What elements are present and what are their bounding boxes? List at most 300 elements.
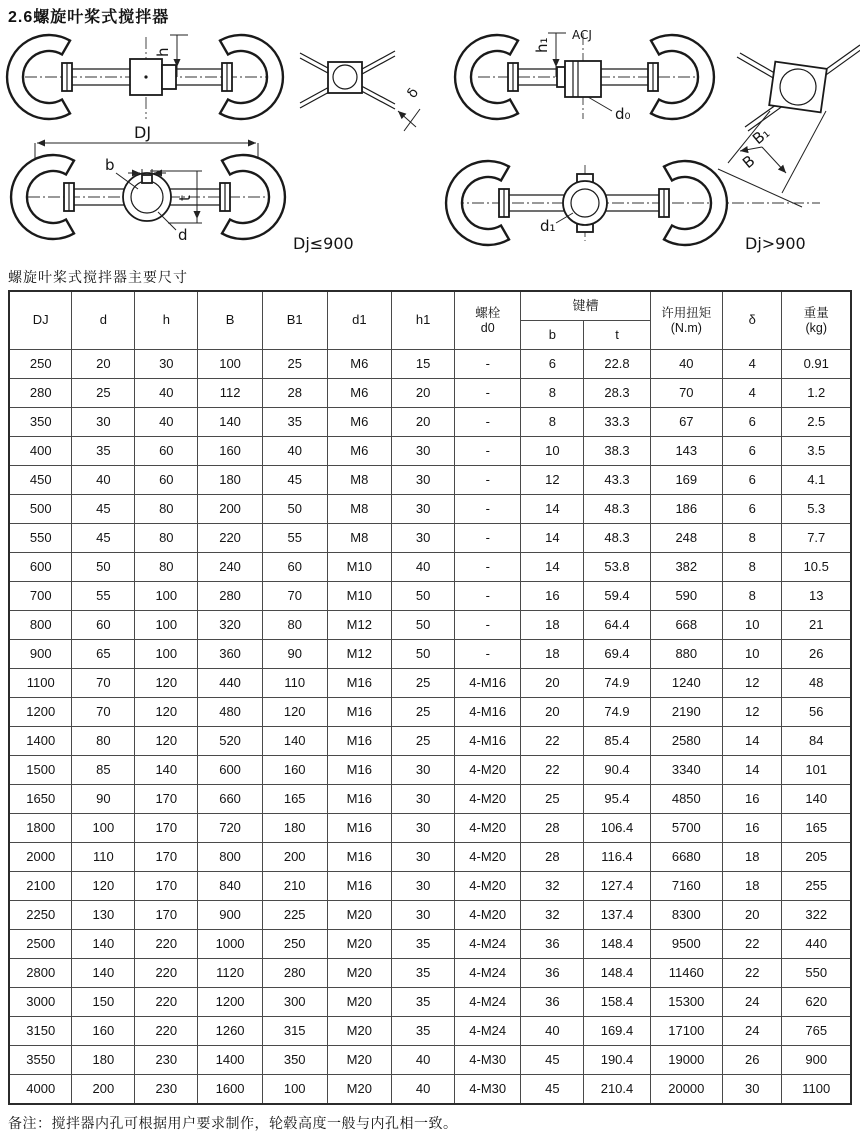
table-cell: 4.1 (782, 466, 851, 495)
table-cell: 101 (782, 756, 851, 785)
table-cell: - (455, 408, 521, 437)
table-cell: 440 (198, 669, 263, 698)
table-cell: 8 (722, 524, 782, 553)
table-cell: 100 (135, 582, 198, 611)
table-cell: 6 (722, 466, 782, 495)
table-cell: 900 (9, 640, 72, 669)
table-cell: 50 (72, 553, 135, 582)
table-cell: 8 (722, 582, 782, 611)
table-cell: 20 (521, 669, 584, 698)
table-cell: 45 (72, 495, 135, 524)
table-cell: 6 (722, 495, 782, 524)
table-cell: 30 (392, 466, 455, 495)
footnote: 备注：搅拌器内孔可根据用户要求制作，轮毂高度一般与内孔相一致。 (8, 1115, 458, 1131)
table-cell: 4 (722, 379, 782, 408)
table-cell: 280 (262, 959, 327, 988)
table-cell: 18 (722, 872, 782, 901)
table-row (9, 466, 851, 495)
table-cell: 230 (135, 1075, 198, 1105)
col-header-B: B (198, 291, 263, 350)
label-B1: B₁ (749, 123, 774, 149)
table-cell: M20 (327, 988, 392, 1017)
table-cell: 590 (650, 582, 722, 611)
table-cell: 20 (72, 350, 135, 379)
table-cell: 74.9 (584, 698, 650, 727)
table-row (9, 582, 851, 611)
col-header-h1: h1 (392, 291, 455, 350)
table-cell: 15300 (650, 988, 722, 1017)
table-cell: 36 (521, 988, 584, 1017)
table-cell: 30 (392, 756, 455, 785)
table-cell: 35 (72, 437, 135, 466)
table-cell: 25 (262, 350, 327, 379)
table-cell: 25 (392, 727, 455, 756)
table-cell: 95.4 (584, 785, 650, 814)
col-header-B1: B1 (262, 291, 327, 350)
table-cell: 65 (72, 640, 135, 669)
table-cell: 148.4 (584, 959, 650, 988)
table-cell: 116.4 (584, 843, 650, 872)
table-cell: M10 (327, 553, 392, 582)
table-row (9, 350, 851, 379)
table-cell: 30 (135, 350, 198, 379)
table-row (9, 872, 851, 901)
page-title: 2.6螺旋叶桨式搅拌器 (8, 9, 170, 26)
table-cell: 20000 (650, 1075, 722, 1105)
table-cell: 169 (650, 466, 722, 495)
table-cell: 500 (9, 495, 72, 524)
table-cell: 12 (521, 466, 584, 495)
table-cell: 30 (392, 785, 455, 814)
table-cell: 250 (262, 930, 327, 959)
table-cell: 2500 (9, 930, 72, 959)
table-cell: 38.3 (584, 437, 650, 466)
table-cell: 8 (722, 553, 782, 582)
table-cell: 4-M20 (455, 901, 521, 930)
table-cell: 14 (521, 495, 584, 524)
table-cell: M8 (327, 524, 392, 553)
table-cell: 8300 (650, 901, 722, 930)
table-cell: 160 (198, 437, 263, 466)
table-cell: 600 (198, 756, 263, 785)
table-cell: 600 (9, 553, 72, 582)
table-cell: M16 (327, 843, 392, 872)
table-cell: 90 (72, 785, 135, 814)
table-cell: 50 (392, 582, 455, 611)
table-cell: - (455, 350, 521, 379)
col-header-torque (650, 291, 722, 350)
table-cell: 55 (262, 524, 327, 553)
table-row (9, 437, 851, 466)
table-cell: 9500 (650, 930, 722, 959)
table-cell: 120 (262, 698, 327, 727)
technical-drawings (0, 27, 860, 265)
table-cell: - (455, 495, 521, 524)
table-cell: 45 (521, 1046, 584, 1075)
col-header-keyway: 键槽 (521, 291, 650, 321)
table-cell: M20 (327, 1075, 392, 1105)
table-cell: 1200 (9, 698, 72, 727)
cross-blade-view-drawing (300, 51, 422, 131)
table-cell: 255 (782, 872, 851, 901)
table-row (9, 698, 851, 727)
table-cell: 48.3 (584, 495, 650, 524)
table-cell: 220 (135, 1017, 198, 1046)
table-cell: M20 (327, 901, 392, 930)
table-cell: 25 (392, 669, 455, 698)
label-d0: d₀ (615, 105, 631, 123)
table-cell: 26 (722, 1046, 782, 1075)
table-cell: 170 (135, 901, 198, 930)
table-cell: 90 (262, 640, 327, 669)
table-cell: 668 (650, 611, 722, 640)
table-cell: 67 (650, 408, 722, 437)
table-cell: 120 (135, 669, 198, 698)
table-cell: M12 (327, 611, 392, 640)
col-header-delta: δ (722, 291, 782, 350)
table-cell: 24 (722, 1017, 782, 1046)
table-cell: 4000 (9, 1075, 72, 1105)
table-cell: 30 (392, 901, 455, 930)
table-cell: 148.4 (584, 930, 650, 959)
table-cell: 85 (72, 756, 135, 785)
table-cell: 8 (521, 379, 584, 408)
table-cell: M8 (327, 466, 392, 495)
table-cell: 14 (521, 524, 584, 553)
table-row (9, 379, 851, 408)
table-cell: 1100 (782, 1075, 851, 1105)
table-cell: 10 (722, 640, 782, 669)
table-cell: 40 (262, 437, 327, 466)
label-DJ: DJ (134, 123, 152, 142)
table-cell: 2000 (9, 843, 72, 872)
table-cell: 2100 (9, 872, 72, 901)
table-cell: 40 (392, 1046, 455, 1075)
table-cell: M10 (327, 582, 392, 611)
table-cell: 32 (521, 872, 584, 901)
table-cell: 12 (722, 698, 782, 727)
table-cell: 210 (262, 872, 327, 901)
table-cell: 550 (9, 524, 72, 553)
table-cell: 18 (521, 611, 584, 640)
table-caption: 螺旋叶桨式搅拌器主要尺寸 (8, 269, 188, 285)
table-cell: 4-M24 (455, 1017, 521, 1046)
table-cell: 1400 (198, 1046, 263, 1075)
table-cell: 6 (722, 408, 782, 437)
col-header-h: h (135, 291, 198, 350)
table-cell: 30 (72, 408, 135, 437)
table-cell: 120 (72, 872, 135, 901)
table-cell: 18 (521, 640, 584, 669)
table-cell: 22 (722, 959, 782, 988)
table-cell: 59.4 (584, 582, 650, 611)
table-cell: 22.8 (584, 350, 650, 379)
rotated-hub-view-drawing (718, 45, 860, 207)
table-cell: 900 (198, 901, 263, 930)
table-cell: 24 (722, 988, 782, 1017)
table-cell: M8 (327, 495, 392, 524)
front-view-small-drawing (11, 123, 354, 253)
table-cell: 280 (9, 379, 72, 408)
table-cell: 40 (135, 379, 198, 408)
table-row (9, 959, 851, 988)
col-header-torque-line2: (N.m) (670, 320, 702, 335)
table-cell: 170 (135, 843, 198, 872)
table-cell: 160 (262, 756, 327, 785)
table-cell: 4850 (650, 785, 722, 814)
table-cell: 48.3 (584, 524, 650, 553)
table-cell: 280 (198, 582, 263, 611)
table-cell: 150 (72, 988, 135, 1017)
table-row (9, 727, 851, 756)
table-cell: M20 (327, 959, 392, 988)
table-cell: 25 (392, 698, 455, 727)
table-cell: 40 (72, 466, 135, 495)
table-cell: - (455, 466, 521, 495)
table-cell: M16 (327, 785, 392, 814)
table-cell: 6 (521, 350, 584, 379)
table-cell: 4-M30 (455, 1075, 521, 1105)
table-cell: 70 (650, 379, 722, 408)
caption-dj-small: Dj≤900 (293, 234, 354, 253)
table-cell: 143 (650, 437, 722, 466)
table-cell: 20 (392, 379, 455, 408)
table-cell: 130 (72, 901, 135, 930)
label-acj: ACJ (572, 28, 592, 42)
table-cell: 120 (135, 698, 198, 727)
table-cell: 53.8 (584, 553, 650, 582)
table-cell: 15 (392, 350, 455, 379)
table-cell: 4-M24 (455, 959, 521, 988)
label-h: h (154, 47, 172, 57)
table-cell: 4-M20 (455, 814, 521, 843)
table-cell: 220 (198, 524, 263, 553)
table-cell: 56 (782, 698, 851, 727)
table-cell: - (455, 524, 521, 553)
table-row (9, 930, 851, 959)
table-cell: 0.91 (782, 350, 851, 379)
table-cell: 100 (262, 1075, 327, 1105)
col-header-bolt-line2: d0 (480, 320, 495, 335)
table-cell: 10.5 (782, 553, 851, 582)
table-cell: 2.5 (782, 408, 851, 437)
table-cell: - (455, 640, 521, 669)
table-cell: 100 (135, 640, 198, 669)
table-cell: 140 (262, 727, 327, 756)
label-t: t (176, 195, 194, 201)
table-cell: 1.2 (782, 379, 851, 408)
table-cell: M16 (327, 669, 392, 698)
table-cell: 140 (782, 785, 851, 814)
table-cell: 900 (782, 1046, 851, 1075)
table-cell: 3000 (9, 988, 72, 1017)
table-row (9, 1075, 851, 1105)
table-cell: 240 (198, 553, 263, 582)
table-cell: 30 (392, 814, 455, 843)
table-cell: 2250 (9, 901, 72, 930)
table-cell: 550 (782, 959, 851, 988)
table-cell: 800 (198, 843, 263, 872)
table-cell: 520 (198, 727, 263, 756)
table-cell: 2800 (9, 959, 72, 988)
table-cell: M20 (327, 1017, 392, 1046)
table-cell: 35 (392, 1017, 455, 1046)
table-cell: 30 (392, 843, 455, 872)
table-cell: 1200 (198, 988, 263, 1017)
table-cell: 10 (722, 611, 782, 640)
table-cell: M16 (327, 727, 392, 756)
col-header-d: d (72, 291, 135, 350)
table-cell: 25 (521, 785, 584, 814)
col-header-keyway-t: t (584, 321, 650, 350)
col-header-torque-line1: 许用扭矩 (661, 306, 712, 321)
table-cell: 4-M16 (455, 698, 521, 727)
table-cell: 80 (135, 553, 198, 582)
col-header-bolt (455, 291, 521, 350)
table-cell: 20 (521, 698, 584, 727)
table-row (9, 408, 851, 437)
table-cell: 35 (262, 408, 327, 437)
table-cell: 28 (521, 843, 584, 872)
table-cell: 5.3 (782, 495, 851, 524)
label-h1: h₁ (533, 37, 551, 53)
table-row (9, 843, 851, 872)
table-row (9, 553, 851, 582)
table-row (9, 669, 851, 698)
table-cell: 2190 (650, 698, 722, 727)
table-cell: 112 (198, 379, 263, 408)
table-cell: - (455, 437, 521, 466)
table-cell: 320 (198, 611, 263, 640)
label-d1: d₁ (540, 217, 556, 235)
table-cell: 60 (135, 466, 198, 495)
table-cell: 4-M16 (455, 669, 521, 698)
table-cell: 1500 (9, 756, 72, 785)
table-cell: 40 (392, 553, 455, 582)
table-cell: M20 (327, 930, 392, 959)
table-cell: 4-M20 (455, 785, 521, 814)
table-cell: 840 (198, 872, 263, 901)
table-cell: 74.9 (584, 669, 650, 698)
table-cell: M16 (327, 814, 392, 843)
table-cell: 22 (521, 756, 584, 785)
table-cell: 69.4 (584, 640, 650, 669)
table-cell: 4-M30 (455, 1046, 521, 1075)
table-cell: 220 (135, 959, 198, 988)
caption-dj-large: Dj>900 (745, 234, 806, 253)
table-cell: 1400 (9, 727, 72, 756)
table-cell: 25 (72, 379, 135, 408)
table-cell: 190.4 (584, 1046, 650, 1075)
table-cell: 158.4 (584, 988, 650, 1017)
table-cell: 205 (782, 843, 851, 872)
table-cell: 22 (722, 930, 782, 959)
table-cell: 80 (135, 524, 198, 553)
table-body (9, 350, 851, 1105)
table-cell: 14 (722, 727, 782, 756)
table-cell: 35 (392, 988, 455, 1017)
table-cell: 360 (198, 640, 263, 669)
table-cell: 17100 (650, 1017, 722, 1046)
table-cell: 22 (521, 727, 584, 756)
table-cell: 220 (135, 930, 198, 959)
table-cell: M6 (327, 408, 392, 437)
table-cell: - (455, 611, 521, 640)
table-cell: 40 (135, 408, 198, 437)
table-cell: 200 (262, 843, 327, 872)
col-header-weight-line2: (kg) (805, 320, 827, 335)
table-cell: 170 (135, 785, 198, 814)
table-cell: 248 (650, 524, 722, 553)
table-cell: 140 (198, 408, 263, 437)
table-cell: 170 (135, 872, 198, 901)
table-cell: 4-M20 (455, 843, 521, 872)
table-cell: 21 (782, 611, 851, 640)
table-cell: 400 (9, 437, 72, 466)
table-cell: 1100 (9, 669, 72, 698)
table-cell: 5700 (650, 814, 722, 843)
table-cell: 80 (135, 495, 198, 524)
table-cell: 382 (650, 553, 722, 582)
table-cell: 80 (262, 611, 327, 640)
table-cell: 4-M24 (455, 930, 521, 959)
table-cell: 450 (9, 466, 72, 495)
table-cell: 84 (782, 727, 851, 756)
side-view-large-drawing (455, 28, 714, 123)
table-cell: 50 (262, 495, 327, 524)
table-cell: 10 (521, 437, 584, 466)
table-row (9, 495, 851, 524)
table-cell: 210.4 (584, 1075, 650, 1105)
table-cell: 80 (72, 727, 135, 756)
table-cell: M6 (327, 379, 392, 408)
table-cell: 20 (392, 408, 455, 437)
table-cell: - (455, 553, 521, 582)
table-cell: 14 (722, 756, 782, 785)
col-header-DJ: DJ (9, 291, 72, 350)
table-cell: 200 (198, 495, 263, 524)
table-cell: 322 (782, 901, 851, 930)
col-header-d1: d1 (327, 291, 392, 350)
table-cell: 720 (198, 814, 263, 843)
table-cell: 120 (135, 727, 198, 756)
table-cell: 100 (198, 350, 263, 379)
table-cell: 165 (262, 785, 327, 814)
table-cell: 110 (72, 843, 135, 872)
table-cell: 350 (262, 1046, 327, 1075)
table-row (9, 1017, 851, 1046)
table-cell: 4 (722, 350, 782, 379)
table-cell: M16 (327, 698, 392, 727)
label-d: d (178, 226, 188, 244)
table-cell: 30 (392, 872, 455, 901)
table-cell: 765 (782, 1017, 851, 1046)
table-cell: 8 (521, 408, 584, 437)
table-row (9, 901, 851, 930)
table-cell: 70 (72, 669, 135, 698)
table-cell: 32 (521, 901, 584, 930)
table-cell: 40 (521, 1017, 584, 1046)
col-header-bolt-line1: 螺栓 (475, 306, 501, 321)
table-cell: 55 (72, 582, 135, 611)
table-cell: 186 (650, 495, 722, 524)
table-cell: 140 (72, 930, 135, 959)
table-cell: 40 (650, 350, 722, 379)
table-cell: 880 (650, 640, 722, 669)
table-cell: - (455, 582, 521, 611)
table-cell: 90.4 (584, 756, 650, 785)
table-cell: 36 (521, 930, 584, 959)
